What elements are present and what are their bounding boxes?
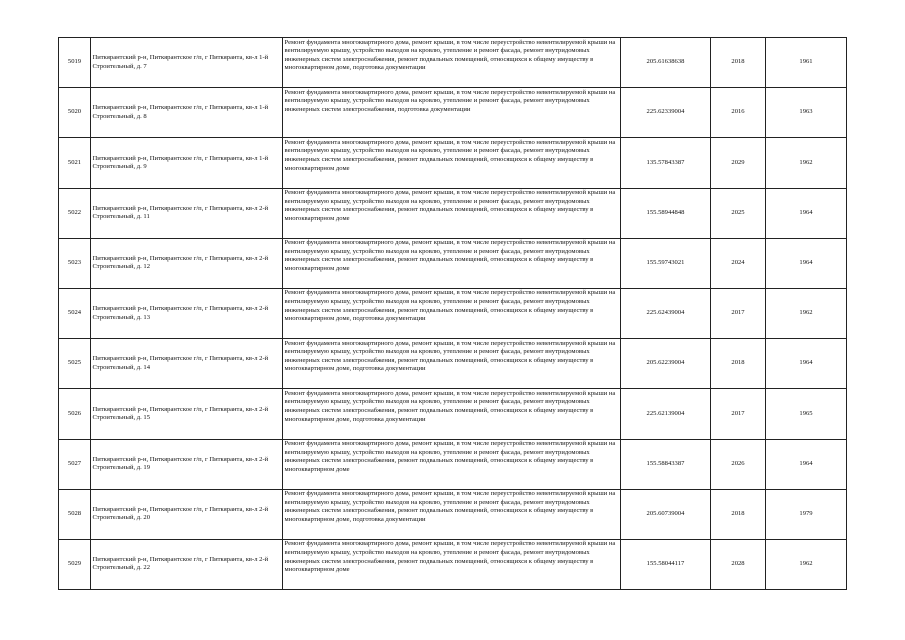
work-description-text: Ремонт фундамента многоквартирного дома, ремонт крыши, в том числе переустройство невентилируемой крыши на вентилируемую крышу, устройство выходов на кровлю, утепление и ремонт фасада, ремонт внутридомовых инженерных систем электроснабжения, ремонт подвальных помещений, относящихся к общему имуществу в многоквартирном доме — [284, 138, 616, 172]
work-description-cell — [283, 439, 621, 489]
table-row — [59, 539, 847, 589]
build-year-text: 1963 — [799, 108, 813, 116]
address-cell — [91, 288, 283, 338]
work-description-text: Ремонт фундамента многоквартирного дома, ремонт крыши, в том числе переустройство невентилируемой крыши на вентилируемую крышу, устройство выходов на кровлю, утепление и ремонт фасада, ремонт внутридомовых инженерных систем электроснабжения, ремонт подвальных помещений, относящихся к общему имуществу в многоквартирном доме, подготовка документации — [284, 339, 616, 373]
row-number-text: 5026 — [67, 409, 82, 417]
planned-year-text: 2024 — [731, 259, 745, 267]
build-year-cell — [766, 88, 847, 138]
work-description-text: Ремонт фундамента многоквартирного дома, ремонт крыши, в том числе переустройство невентилируемой крыши на вентилируемую крышу, устройство выходов на кровлю, утепление и ремонт фасада, ремонт внутридомовых инженерных систем электроснабжения, ремонт подвальных помещений, относящихся к общему имуществу в многоквартирном доме — [284, 189, 616, 222]
planned-year-cell — [711, 339, 766, 389]
address-cell — [91, 539, 283, 589]
address-cell — [91, 489, 283, 539]
work-description-text: Ремонт фундамента многоквартирного дома, ремонт крыши, в том числе переустройство невентилируемой крыши на вентилируемую крышу, устройство выходов на кровлю, утепление и ремонт фасада, ремонт внутридомовых инженерных систем электроснабжения, ремонт подвальных помещений, относящихся к общему имуществу в многоквартирном доме — [284, 440, 616, 473]
address-cell — [91, 238, 283, 288]
cost-text: 205.60739004 — [646, 509, 685, 517]
row-number-cell — [59, 88, 91, 138]
row-number-text: 5019 — [67, 58, 82, 66]
planned-year-cell — [711, 188, 766, 238]
row-number-text: 5022 — [67, 208, 82, 216]
cost-cell — [621, 439, 711, 489]
work-description-cell — [283, 288, 621, 338]
work-description-text: Ремонт фундамента многоквартирного дома, ремонт крыши, в том числе переустройство невентилируемой крыши на вентилируемую крышу, устройство выходов на кровлю, утепление и ремонт фасада, ремонт внутридомовых инженерных систем электроснабжения, ремонт подвальных помещений, относящихся к общему имуществу в многоквартирном доме, подготовка документации — [284, 490, 616, 523]
work-description-cell — [283, 489, 621, 539]
planned-year-cell — [711, 238, 766, 288]
build-year-text: 1962 — [799, 158, 813, 166]
row-number-text: 5024 — [67, 309, 82, 317]
cost-cell — [621, 489, 711, 539]
planned-year-text: 2018 — [731, 359, 745, 367]
planned-year-text: 2017 — [731, 309, 745, 317]
row-number-text: 5023 — [67, 259, 82, 267]
work-description-cell — [283, 38, 621, 88]
row-number-cell — [59, 188, 91, 238]
row-number-cell — [59, 138, 91, 188]
work-description-cell — [283, 188, 621, 238]
build-year-text: 1962 — [799, 309, 813, 317]
address-cell — [91, 188, 283, 238]
table-row — [59, 339, 847, 389]
build-year-cell — [766, 489, 847, 539]
work-description-text: Ремонт фундамента многоквартирного дома, ремонт крыши, в том числе переустройство невентилируемой крыши на вентилируемую крышу, устройство выходов на кровлю, утепление и ремонт фасада, ремонт внутридомовых инженерных систем электроснабжения, ремонт подвальных помещений, относящихся к общему имуществу в многоквартирном доме, подготовка документации — [284, 289, 616, 323]
work-description-text: Ремонт фундамента многоквартирного дома, ремонт крыши, в том числе переустройство невентилируемой крыши на вентилируемую крышу, устройство выходов на кровлю, утепление и ремонт фасада, ремонт внутридомовых инженерных систем электроснабжения, ремонт подвальных помещений, относящихся к общему имуществу в многоквартирном доме — [284, 239, 616, 273]
work-description-text: Ремонт фундамента многоквартирного дома, ремонт крыши, в том числе переустройство невентилируемой крыши на вентилируемую крышу, устройство выходов на кровлю, утепление и ремонт фасада, ремонт внутридомовых инженерных систем электроснабжения, ремонт подвальных помещений, относящихся к общему имуществу в многоквартирном доме, подготовка документации — [284, 38, 616, 72]
row-number-text: 5028 — [67, 509, 82, 517]
row-number-text: 5027 — [67, 459, 82, 467]
planned-year-cell — [711, 38, 766, 88]
build-year-cell — [766, 339, 847, 389]
planned-year-text: 2017 — [731, 409, 745, 417]
cost-text: 135.57843387 — [646, 158, 685, 166]
row-number-cell — [59, 389, 91, 439]
row-number-cell — [59, 339, 91, 389]
housing-repair-table — [58, 37, 847, 590]
planned-year-text: 2029 — [731, 158, 745, 166]
cost-text: 155.58843387 — [646, 459, 685, 467]
build-year-cell — [766, 138, 847, 188]
table-row — [59, 389, 847, 439]
row-number-cell — [59, 288, 91, 338]
address-cell — [91, 439, 283, 489]
cost-cell — [621, 88, 711, 138]
row-number-cell — [59, 38, 91, 88]
work-description-cell — [283, 238, 621, 288]
planned-year-cell — [711, 389, 766, 439]
cost-cell — [621, 188, 711, 238]
build-year-text: 1964 — [799, 359, 813, 367]
work-description-cell — [283, 539, 621, 589]
planned-year-text: 2026 — [731, 459, 745, 467]
row-number-text: 5029 — [67, 560, 82, 568]
row-number-cell — [59, 539, 91, 589]
table-row — [59, 188, 847, 238]
address-cell — [91, 88, 283, 138]
build-year-cell — [766, 38, 847, 88]
address-text: Питкярантский р-н, Питкярантское г/п, г Питкяранта, кв-л 2-й Строительный, д. 13 — [92, 305, 269, 321]
table-row — [59, 489, 847, 539]
address-cell — [91, 138, 283, 188]
cost-cell — [621, 339, 711, 389]
planned-year-cell — [711, 539, 766, 589]
build-year-cell — [766, 238, 847, 288]
build-year-text: 1979 — [799, 509, 813, 517]
work-description-text: Ремонт фундамента многоквартирного дома, ремонт крыши, в том числе переустройство невентилируемой крыши на вентилируемую крышу, устройство выходов на кровлю, утепление и ремонт фасада, ремонт внутридомовых инженерных систем электроснабжения, подготовка документации — [284, 88, 616, 113]
cost-text: 155.58044117 — [646, 560, 685, 568]
table-row — [59, 288, 847, 338]
row-number-cell — [59, 238, 91, 288]
table-row — [59, 38, 847, 88]
build-year-text: 1964 — [799, 208, 813, 216]
planned-year-cell — [711, 138, 766, 188]
planned-year-cell — [711, 439, 766, 489]
cost-cell — [621, 238, 711, 288]
build-year-text: 1964 — [799, 259, 813, 267]
table-row — [59, 238, 847, 288]
cost-cell — [621, 138, 711, 188]
work-description-cell — [283, 389, 621, 439]
address-cell — [91, 339, 283, 389]
build-year-text: 1965 — [799, 409, 813, 417]
build-year-text: 1964 — [799, 459, 813, 467]
address-text: Питкярантский р-н, Питкярантское г/п, г Питкяранта, кв-л 2-й Строительный, д. 15 — [92, 405, 269, 421]
address-text: Питкярантский р-н, Питкярантское г/п, г Питкяранта, кв-л 1-й Строительный, д. 9 — [92, 154, 269, 170]
address-text: Питкярантский р-н, Питкярантское г/п, г Питкяранта, кв-л 2-й Строительный, д. 14 — [92, 355, 269, 371]
table-row — [59, 88, 847, 138]
cost-text: 155.58944848 — [646, 208, 685, 216]
planned-year-cell — [711, 288, 766, 338]
address-text: Питкярантский р-н, Питкярантское г/п, г Питкяранта, кв-л 2-й Строительный, д. 22 — [92, 556, 269, 572]
address-text: Питкярантский р-н, Питкярантское г/п, г Питкяранта, кв-л 1-й Строительный, д. 8 — [92, 104, 269, 120]
cost-text: 205.61638638 — [646, 58, 685, 66]
row-number-cell — [59, 439, 91, 489]
address-text: Питкярантский р-н, Питкярантское г/п, г Питкяранта, кв-л 2-й Строительный, д. 11 — [92, 204, 269, 221]
row-number-text: 5020 — [67, 108, 82, 116]
planned-year-text: 2028 — [731, 560, 745, 568]
cost-text: 225.62139004 — [646, 409, 685, 417]
table-body — [59, 38, 847, 590]
build-year-cell — [766, 439, 847, 489]
cost-text: 205.62239004 — [646, 359, 685, 367]
planned-year-text: 2025 — [731, 208, 745, 216]
cost-text: 225.62339004 — [646, 108, 685, 116]
work-description-text: Ремонт фундамента многоквартирного дома, ремонт крыши, в том числе переустройство невентилируемой крыши на вентилируемую крышу, устройство выходов на кровлю, утепление и ремонт фасада, ремонт внутридомовых инженерных систем электроснабжения, ремонт подвальных помещений, относящихся к общему имуществу в многоквартирном доме, подготовка документации — [284, 389, 616, 423]
work-description-text: Ремонт фундамента многоквартирного дома, ремонт крыши, в том числе переустройство невентилируемой крыши на вентилируемую крышу, устройство выходов на кровлю, утепление и ремонт фасада, ремонт внутридомовых инженерных систем электроснабжения, ремонт подвальных помещений, относящихся к общему имуществу в многоквартирном доме — [284, 540, 616, 574]
planned-year-cell — [711, 88, 766, 138]
planned-year-text: 2018 — [731, 509, 745, 517]
table-row — [59, 439, 847, 489]
cost-cell — [621, 38, 711, 88]
cost-text: 225.62439004 — [646, 309, 685, 317]
cost-text: 155.59743021 — [646, 259, 685, 267]
build-year-cell — [766, 188, 847, 238]
planned-year-text: 2018 — [731, 58, 745, 66]
address-text: Питкярантский р-н, Питкярантское г/п, г Питкяранта, кв-л 2-й Строительный, д. 12 — [92, 254, 269, 271]
address-text: Питкярантский р-н, Питкярантское г/п, г Питкяранта, кв-л 1-й Строительный, д. 7 — [92, 54, 269, 70]
planned-year-cell — [711, 489, 766, 539]
work-description-cell — [283, 339, 621, 389]
address-text: Питкярантский р-н, Питкярантское г/п, г Питкяранта, кв-л 2-й Строительный, д. 19 — [92, 455, 269, 472]
cost-cell — [621, 288, 711, 338]
row-number-text: 5021 — [67, 158, 82, 166]
planned-year-text: 2016 — [731, 108, 745, 116]
address-text: Питкярантский р-н, Питкярантское г/п, г Питкяранта, кв-л 2-й Строительный, д. 20 — [92, 505, 269, 522]
address-cell — [91, 38, 283, 88]
work-description-cell — [283, 138, 621, 188]
cost-cell — [621, 539, 711, 589]
row-number-cell — [59, 489, 91, 539]
build-year-text: 1962 — [799, 560, 813, 568]
address-cell — [91, 389, 283, 439]
table-row — [59, 138, 847, 188]
work-description-cell — [283, 88, 621, 138]
build-year-text: 1961 — [799, 58, 813, 66]
build-year-cell — [766, 288, 847, 338]
row-number-text: 5025 — [67, 359, 82, 367]
build-year-cell — [766, 539, 847, 589]
build-year-cell — [766, 389, 847, 439]
cost-cell — [621, 389, 711, 439]
